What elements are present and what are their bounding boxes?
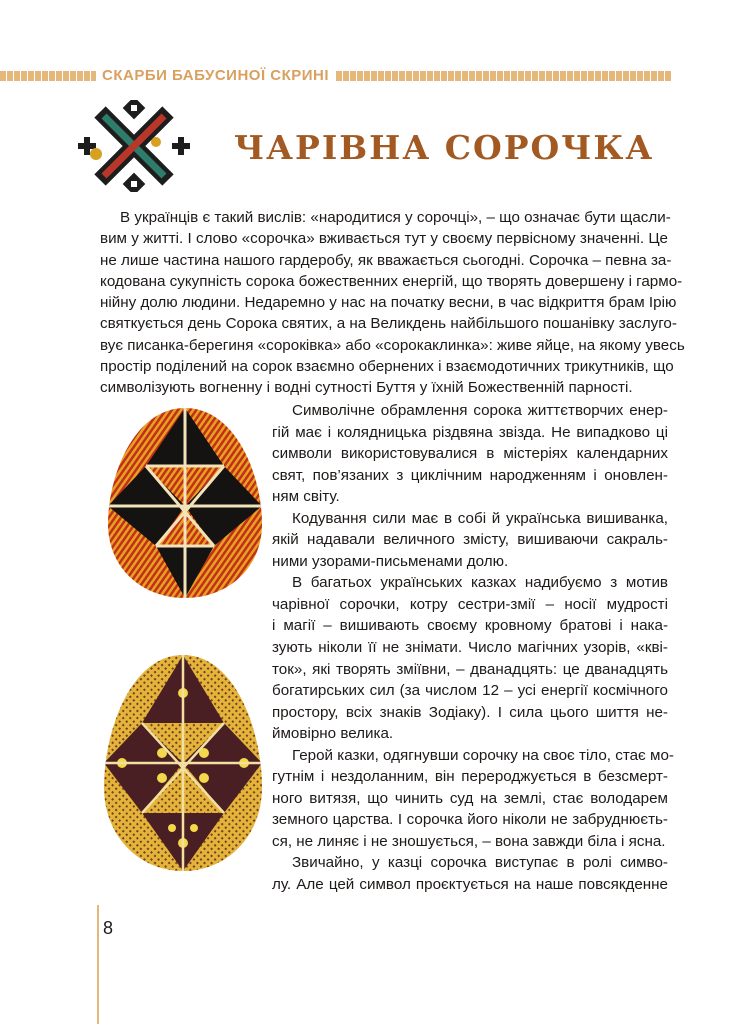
page-number: 8 [103,918,114,938]
text-line: ного витязя, що чинить суд на землі, стає володарем [272,789,668,807]
text-line: богатирських сил (за числом 12 – усі енергії космічного [272,682,668,700]
text-line: святкується день Сорока святих, а на Великдень найбільшого пошанівку заслуго- [100,315,677,333]
text-line: нійну долю людини. Недаремно у нас на початку весни, в час відкриття брам Ірію [100,294,677,312]
text-line: зують ніколи її не знімати. Число магічних узорів, «кві- [272,639,668,657]
text-line: простору, всіх знаків Зодіаку). І сила цього шиття не- [272,703,668,721]
page-margin-rule [97,905,99,1024]
text-line: не лише частина нашого гардеробу, як вважається сьогодні. Сорочка – певна за- [100,251,672,269]
text-line: кодована сукупність сорока божественних енергій, що творять довершену і гармо- [100,272,683,290]
text-line: чарівної сорочки, котру сестри-змії – носії мудрості [272,595,668,613]
text-line: ням світу. [272,488,340,506]
page-title: ЧАРІВНА СОРОЧКА [234,128,655,167]
text-line: ймовірно велика. [272,725,394,743]
column-text [272,400,674,896]
text-line: свят, пов’язаних з циклічним народженням і оновлен- [272,466,668,484]
text-line: В українців є такий вислів: «народитися у сорочці», – що означає бути щасли- [120,209,671,226]
pysanka-sorokivka-image [106,406,264,600]
text-line: Звичайно, у казці сорочка виступає в ролі симво- [292,854,668,872]
text-line: простір поділений на сорок взаємно обернених і взаємодотичних трикутників, що [100,358,674,376]
text-line: вим у житті. І слово «сорочка» вживається тут у своєму первісному значенні. Це [100,230,668,248]
text-line: земного царства. І сорочка його ніколи не забруднюєть- [272,811,668,829]
text-line: лу. Але цей символ проєктується на наше повсякденне [272,876,668,894]
section-header-band [0,68,672,84]
text-line: гутнім і нездоланним, він перероджується в безсмерт- [272,768,668,786]
text-line: символи використовувалися в містеріях календарних [272,445,668,463]
text-line: гій має і колядницька різдвяна звізда. Не випадково ці [272,423,668,441]
intro-paragraph [100,207,685,399]
text-line: ся, не линяє і не зношується, – вона завжди біла і ясна. [272,832,666,850]
text-line: ток», які творять зміївни, – дванадцять: це дванадцять [272,660,668,678]
text-line: ними узорами-письменами долю. [272,552,509,570]
text-line: В багатьох українських казках надибуємо з мотив [292,574,668,592]
embroidery-ornament-icon [76,100,192,192]
text-line: якій надавали величного змісту, вишиваючи сакраль- [272,531,668,549]
text-line: Кодування сили має в собі й українська вишиванка, [292,509,668,527]
text-line: Герой казки, одягнувши сорочку на своє тіло, стає мо- [292,746,674,764]
text-line: символізують вогненну і водні сутності Буття у їхній Божественній парності. [100,379,633,397]
text-line: Символічне обрамлення сорока життєтворчих енер- [292,402,668,419]
text-line: вує писанка-берегиня «сороківка» або «сорокаклинка»: живе яйце, на якому увесь [100,336,685,354]
pysanka-dotted-image [102,653,264,873]
section-label: СКАРБИ БАБУСИНОЇ СКРИНІ [96,66,335,86]
text-line: і магії – вишивають своєму кровному братові і нака- [272,617,668,635]
